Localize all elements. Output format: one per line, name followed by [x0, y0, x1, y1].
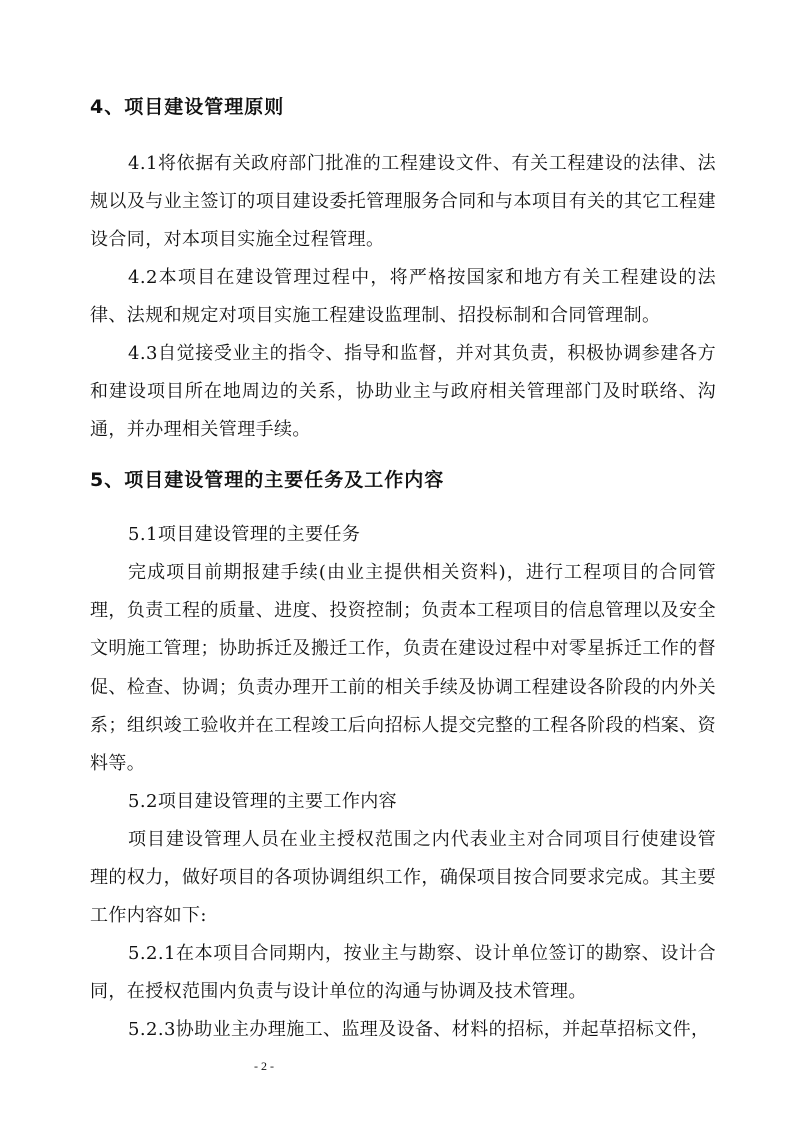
paragraph-5-1-body: 完成项目前期报建手续(由业主提供相关资料)，进行工程项目的合同管理，负责工程的质量、进度、投资控制；负责本工程项目的信息管理以及安全文明施工管理；协助拆迁及搬迁工作，负责在建设过程中对零星拆迁工作的督促、检查、协调；负责办理开工前的相关手续及协调工程建设各阶段的内外关系；组织竣工验收并在工程竣工后向招标人提交完整的工程各阶段的档案、资料等。: [90, 562, 716, 775]
paragraph-5-2-title: 5.2项目建设管理的主要工作内容: [128, 791, 398, 812]
paragraph-4-1: 4.1将依据有关政府部门批准的工程建设文件、有关工程建设的法律、法规以及与业主签订的项目建设委托管理服务合同和与本项目有关的其它工程建设合同，对本项目实施全过程管理。: [90, 153, 716, 251]
paragraph-4-3: 4.3自觉接受业主的指令、指导和监督，并对其负责，积极协调参建各方和建设项目所在地周边的关系，协助业主与政府相关管理部门及时联络、沟通，并办理相关管理手续。: [90, 343, 716, 441]
paragraph-4-2: 4.2本项目在建设管理过程中，将严格按国家和地方有关工程建设的法律、法规和规定对项目实施工程建设监理制、招投标制和合同管理制。: [90, 267, 716, 327]
paragraph-5-2-body: 项目建设管理人员在业主授权范围之内代表业主对合同项目行使建设管理的权力，做好项目的各项协调组织工作，确保项目按合同要求完成。其主要工作内容如下:: [90, 829, 716, 927]
paragraph-5-1-title: 5.1项目建设管理的主要任务: [128, 524, 361, 545]
section-4-heading: 4、项目建设管理原则: [90, 96, 285, 118]
paragraph-5-2-1: 5.2.1在本项目合同期内，按业主与勘察、设计单位签订的勘察、设计合同，在授权范围内负责与设计单位的沟通与协调及技术管理。: [90, 943, 716, 1003]
paragraph-5-2-3: 5.2.3协助业主办理施工、监理及设备、材料的招标，并起草招标文件，: [128, 1019, 710, 1040]
section-5-heading: 5、项目建设管理的主要任务及工作内容: [90, 469, 445, 491]
page-number: - 2 -: [254, 1059, 274, 1073]
